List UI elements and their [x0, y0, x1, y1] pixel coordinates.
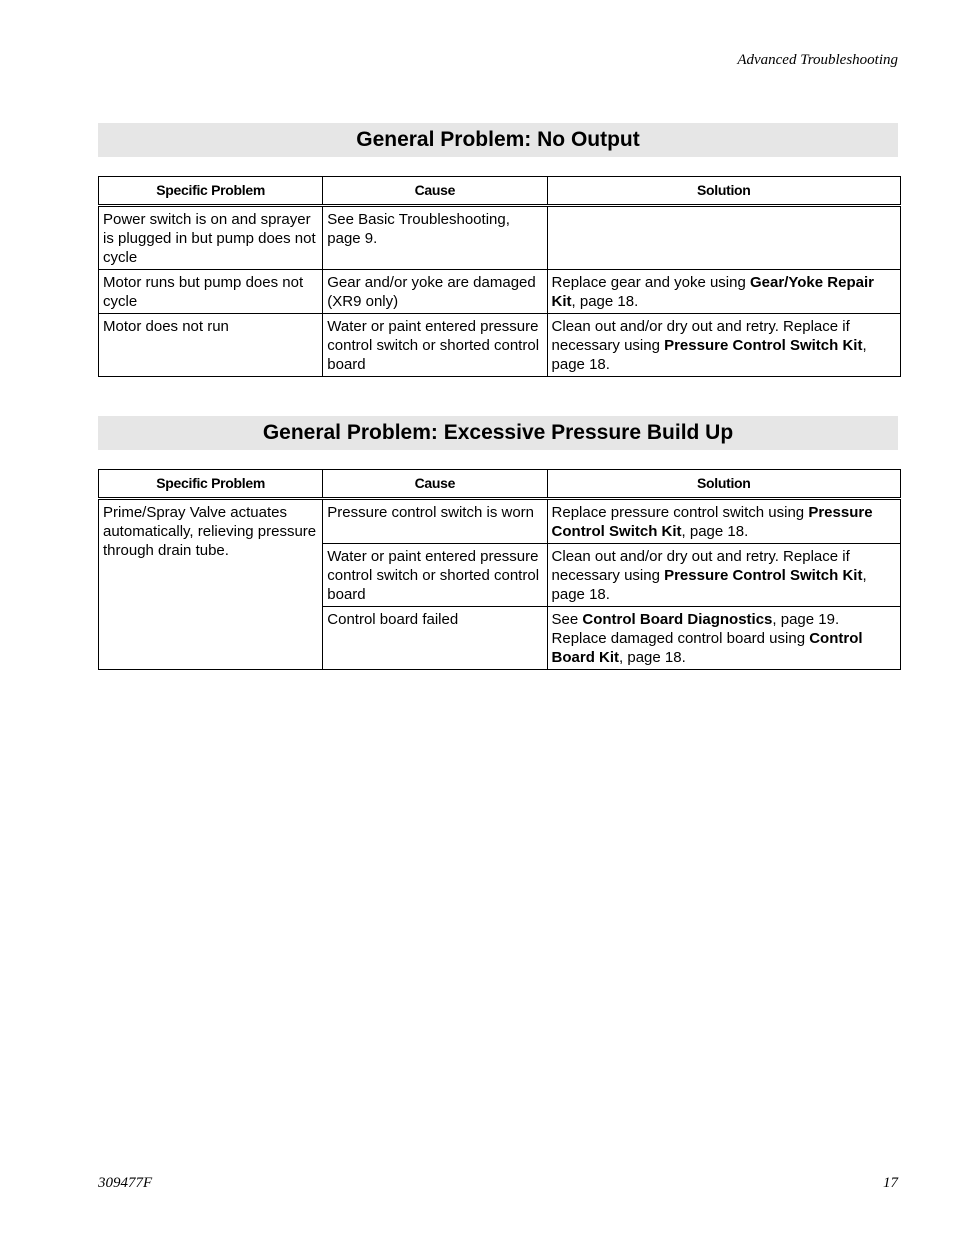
table-no-output [98, 176, 901, 377]
solution-cell [547, 206, 900, 270]
cause-cell: Control board failed [323, 607, 547, 670]
column-header-solution: Solution [547, 177, 900, 206]
solution-text: , page 18. [551, 337, 867, 373]
solution-text: Replace pressure control switch using [551, 504, 809, 521]
solution-cell [547, 314, 900, 377]
table-header-row [99, 177, 901, 206]
section-title-excessive-pressure: General Problem: Excessive Pressure Build Up [98, 416, 898, 450]
solution-text: , page 18. [551, 567, 867, 603]
solution-text: Replace gear and yoke using [551, 274, 750, 291]
solution-kit-reference: Gear/Yoke Repair Kit [551, 274, 874, 310]
table-header-row [99, 470, 901, 499]
solution-cell [547, 607, 900, 670]
column-header-cause: Cause [323, 177, 547, 206]
solution-kit-reference: Pressure Control Switch Kit [664, 567, 863, 584]
solution-cell [547, 270, 900, 314]
table-excessive-pressure [98, 469, 901, 670]
table-row [99, 270, 901, 314]
solution-text: , page 18. [571, 293, 639, 310]
problem-cell: Motor does not run [99, 314, 323, 377]
problem-cell: Motor runs but pump does not cycle [99, 270, 323, 314]
column-header-specific-problem: Specific Problem [99, 177, 323, 206]
problem-cell: Prime/Spray Valve actuates automatically, relieving pressure through drain tube. [99, 499, 323, 670]
cause-cell: Water or paint entered pressure control switch or shorted control board [323, 314, 547, 377]
table-row [99, 314, 901, 377]
cause-cell: Gear and/or yoke are damaged (XR9 only) [323, 270, 547, 314]
solution-text: Clean out and/or dry out and retry. Replace if necessary using [551, 318, 850, 354]
solution-kit-reference: Pressure Control Switch Kit [664, 337, 863, 354]
running-header: Advanced Troubleshooting [737, 52, 898, 68]
solution-text: , page 18. [619, 649, 686, 666]
column-header-solution: Solution [547, 470, 900, 499]
solution-cell [547, 499, 900, 544]
solution-text: , page 18. [681, 523, 749, 540]
document-number: 309477F [98, 1175, 153, 1191]
table-row [99, 206, 901, 270]
page-number: 17 [883, 1175, 898, 1191]
solution-cell [547, 544, 900, 607]
column-header-cause: Cause [323, 470, 547, 499]
solution-kit-reference: Pressure Control Switch Kit [551, 504, 873, 540]
column-header-specific-problem: Specific Problem [99, 470, 323, 499]
problem-cell: Power switch is on and sprayer is plugged in but pump does not cycle [99, 206, 323, 270]
solution-kit-reference: Control Board Kit [551, 630, 863, 666]
cause-cell: See Basic Troubleshooting, page 9. [323, 206, 547, 270]
table-row [99, 499, 901, 544]
solution-text: , page 19. Replace damaged control board using [551, 611, 840, 647]
cause-cell: Water or paint entered pressure control switch or shorted control board [323, 544, 547, 607]
section-title-no-output: General Problem: No Output [98, 123, 898, 157]
solution-diagnostics-reference: Control Board Diagnostics [582, 611, 773, 628]
solution-text: Clean out and/or dry out and retry. Replace if necessary using [551, 548, 850, 584]
solution-text: See [551, 611, 583, 628]
cause-cell: Pressure control switch is worn [323, 499, 547, 544]
